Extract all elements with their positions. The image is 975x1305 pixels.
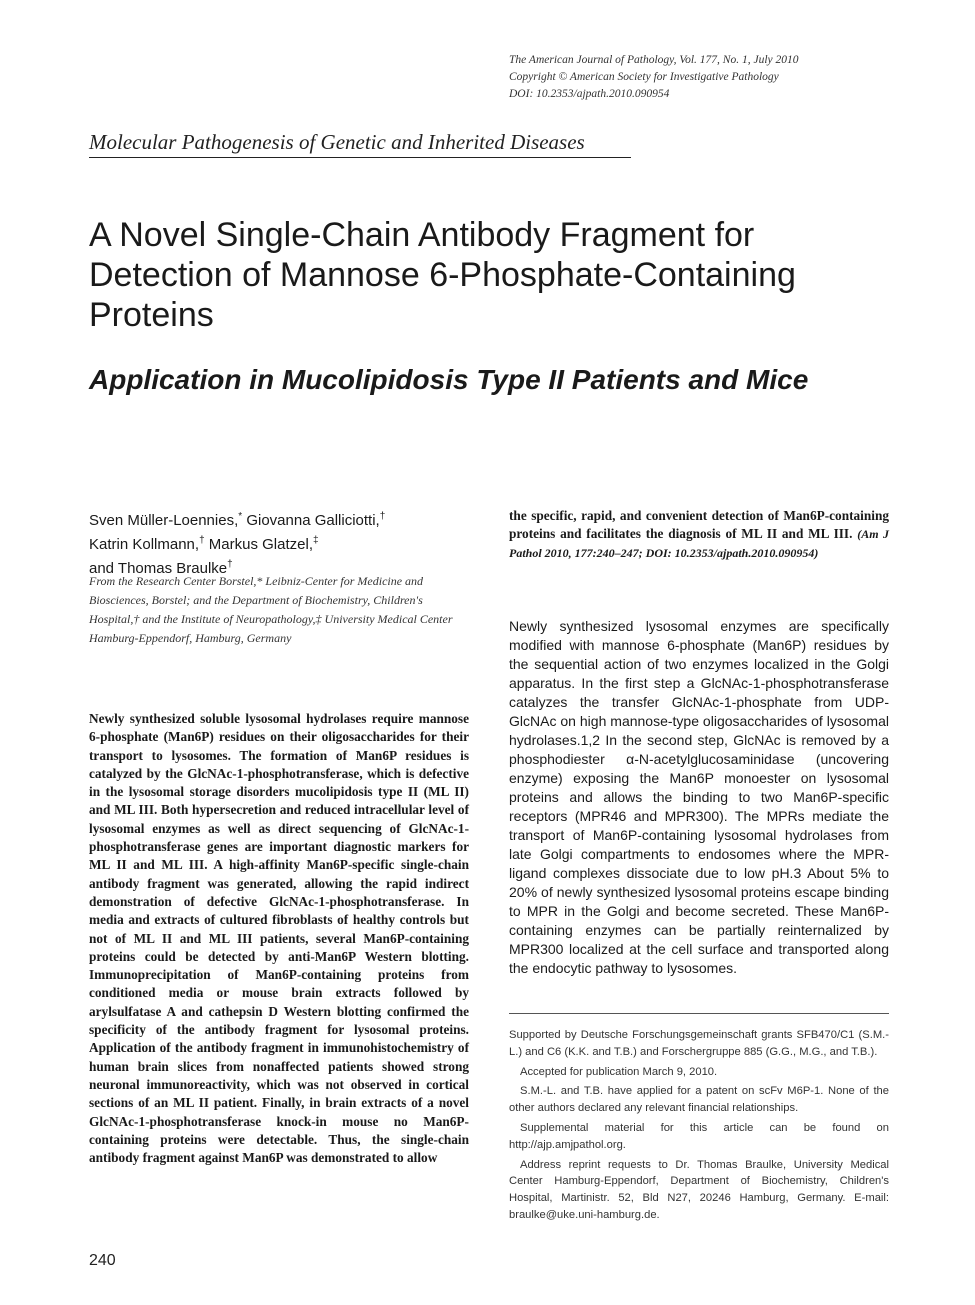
author-name: Markus Glatzel, bbox=[204, 536, 313, 553]
footnote-support: Supported by Deutsche Forschungsgemeinschaft grants SFB470/C1 (S.M.-L.) and C6 (K.K. and T.B.) and Forschergruppe 885 (G.G., M.G., and T.B.). bbox=[509, 1029, 889, 1058]
article-title: A Novel Single-Chain Antibody Fragment for Detection of Mannose 6-Phosphate-Containing Proteins bbox=[89, 216, 796, 334]
journal-doi: DOI: 10.2353/ajpath.2010.090954 bbox=[509, 88, 670, 100]
article-subtitle: Application in Mucolipidosis Type II Patients and Mice bbox=[89, 364, 809, 395]
introduction-paragraph: Newly synthesized lysosomal enzymes are specifically modified with mannose 6-phosphate (Man6P) residues by the sequential action of two enzymes localized in the Golgi apparatus. In the first step a GlcNAc-1-phosphotransferase catalyzes the transfer GlcNAc-1-phosphate from UDP-GlcNAc on high mannose-type oligosaccharides of lysosomal hydrolases.1,2 In the second step, GlcNAc is removed by a phosphodiester α-N-acetylglucosaminidase (uncovering enzyme) exposing the Man6P monoester on lysosomal proteins and allows the binding to two Man6P-specific receptors (MPR46 and MPR300). The MPRs mediate the transport of Man6P-containing lysosomal hydrolases from late Golgi compartments to endosomes where the MPR-ligand complexes dissociate due to low pH.3 About 5% to 20% of newly synthesized lysosomal proteins escape binding to MPR in the Golgi and become secreted. These Man6P-containing enzymes can be partially reinternalized by MPR300 localized at the cell surface and transported along the endocytic pathway to lysosomes. bbox=[509, 618, 889, 976]
abstract-text-part1: Newly synthesized soluble lysosomal hydrolases require mannose 6-phosphate (Man6P) residues on their oligosaccharides for their transport to lysosomes. The formation of Man6P residues is catalyzed by the GlcNAc-1-phosphotransferase, which is defective in the lysosomal storage disorders mucolipidosis type II (ML II) and ML III. Both hypersecretion and reduced intracellular level of lysosomal enzymes as well as direct sequencing of GlcNAc-1-phosphotransferase genes are important diagnostic markers for ML II and ML III. A high-affinity Man6P-specific single-chain antibody fragment was generated, allowing the rapid indirect demonstration of defective GlcNAc-1-phosphotransferase. In media and extracts of cultured fibroblasts of healthy controls but not of ML II and ML III patients, several Man6P-containing proteins could be detected by anti-Man6P Western blotting. Immunoprecipitation of Man6P-containing proteins from conditioned media or mouse brain extracts followed by arylsulfatase A and cathepsin D Western blotting confirmed the specificity of the antibody fragment for lysosomal proteins. Application of the antibody fragment in immunohistochemistry of human brain slices from nonaffected patients showed strong neuronal immunoreactivity, which was not observed in cortical sections of an ML II patient. Finally, in brain extracts of a novel GlcNAc-1-phosphotransferase knock-in mouse no Man6P-containing proteins were detectable. Thus, the single-chain antibody fragment against Man6P was demonstrated to allow bbox=[89, 711, 469, 1166]
affiliation-mark: † bbox=[199, 535, 205, 546]
affiliation-mark: † bbox=[227, 559, 233, 570]
abstract-continuation bbox=[509, 507, 889, 562]
footnote-accepted: Accepted for publication March 9, 2010. bbox=[520, 1065, 718, 1078]
author-name: Katrin Kollmann, bbox=[89, 536, 200, 553]
author-name: and Thomas Braulke bbox=[89, 560, 228, 577]
abstract-citation: (Am J Pathol 2010, 177:240–247; DOI: 10.2353/ajpath.2010.090954) bbox=[509, 527, 889, 560]
page-number: 240 bbox=[89, 1252, 116, 1269]
journal-citation: The American Journal of Pathology, Vol. 177, No. 1, July 2010 bbox=[509, 54, 799, 66]
affiliations: From the Research Center Borstel,* Leibniz-Center for Medicine and Biosciences, Borstel; and the Department of Biochemistry, Children's Hospital,† and the Institute of Neuropathology,‡ University Medical Center Hamburg-Eppendorf, Hamburg, Germany bbox=[89, 574, 453, 645]
affiliation-mark: † bbox=[379, 511, 386, 522]
footnote-rule bbox=[509, 1013, 889, 1014]
footnote-reprint[interactable]: Address reprint requests to Dr. Thomas Braulke, University Medical Center Hamburg-Eppendorf, Department of Biochemistry, Children's Hospital, Martinistr. 52, Bld N27, 20246 Hamburg, Germany. E-mail: braulke@uke.uni-hamburg.de. bbox=[509, 1158, 889, 1221]
section-heading-rule bbox=[89, 157, 631, 158]
abstract-text-part2: the specific, rapid, and convenient detection of Man6P-containing proteins and facilitates the diagnosis of ML II and ML III. bbox=[509, 508, 889, 542]
affiliation-mark: ‡ bbox=[313, 535, 319, 546]
journal-info bbox=[509, 52, 929, 103]
footnote-disclosure: S.M.-L. and T.B. have applied for a patent on scFv M6P-1. None of the other authors declared any relevant financial relationships. bbox=[509, 1085, 889, 1115]
author-list bbox=[89, 507, 479, 579]
affiliation-mark: * bbox=[238, 511, 243, 522]
section-heading: Molecular Pathogenesis of Genetic and Inherited Diseases bbox=[89, 130, 585, 154]
footnotes bbox=[509, 1027, 889, 1227]
author-name: Giovanna Galliciotti, bbox=[242, 512, 380, 529]
footnote-supplemental[interactable]: Supplemental material for this article can be found on http://ajp.amjpathol.org. bbox=[509, 1121, 889, 1151]
journal-copyright: Copyright © American Society for Investigative Pathology bbox=[509, 71, 779, 83]
author-name: Sven Müller-Loennies, bbox=[89, 512, 239, 529]
